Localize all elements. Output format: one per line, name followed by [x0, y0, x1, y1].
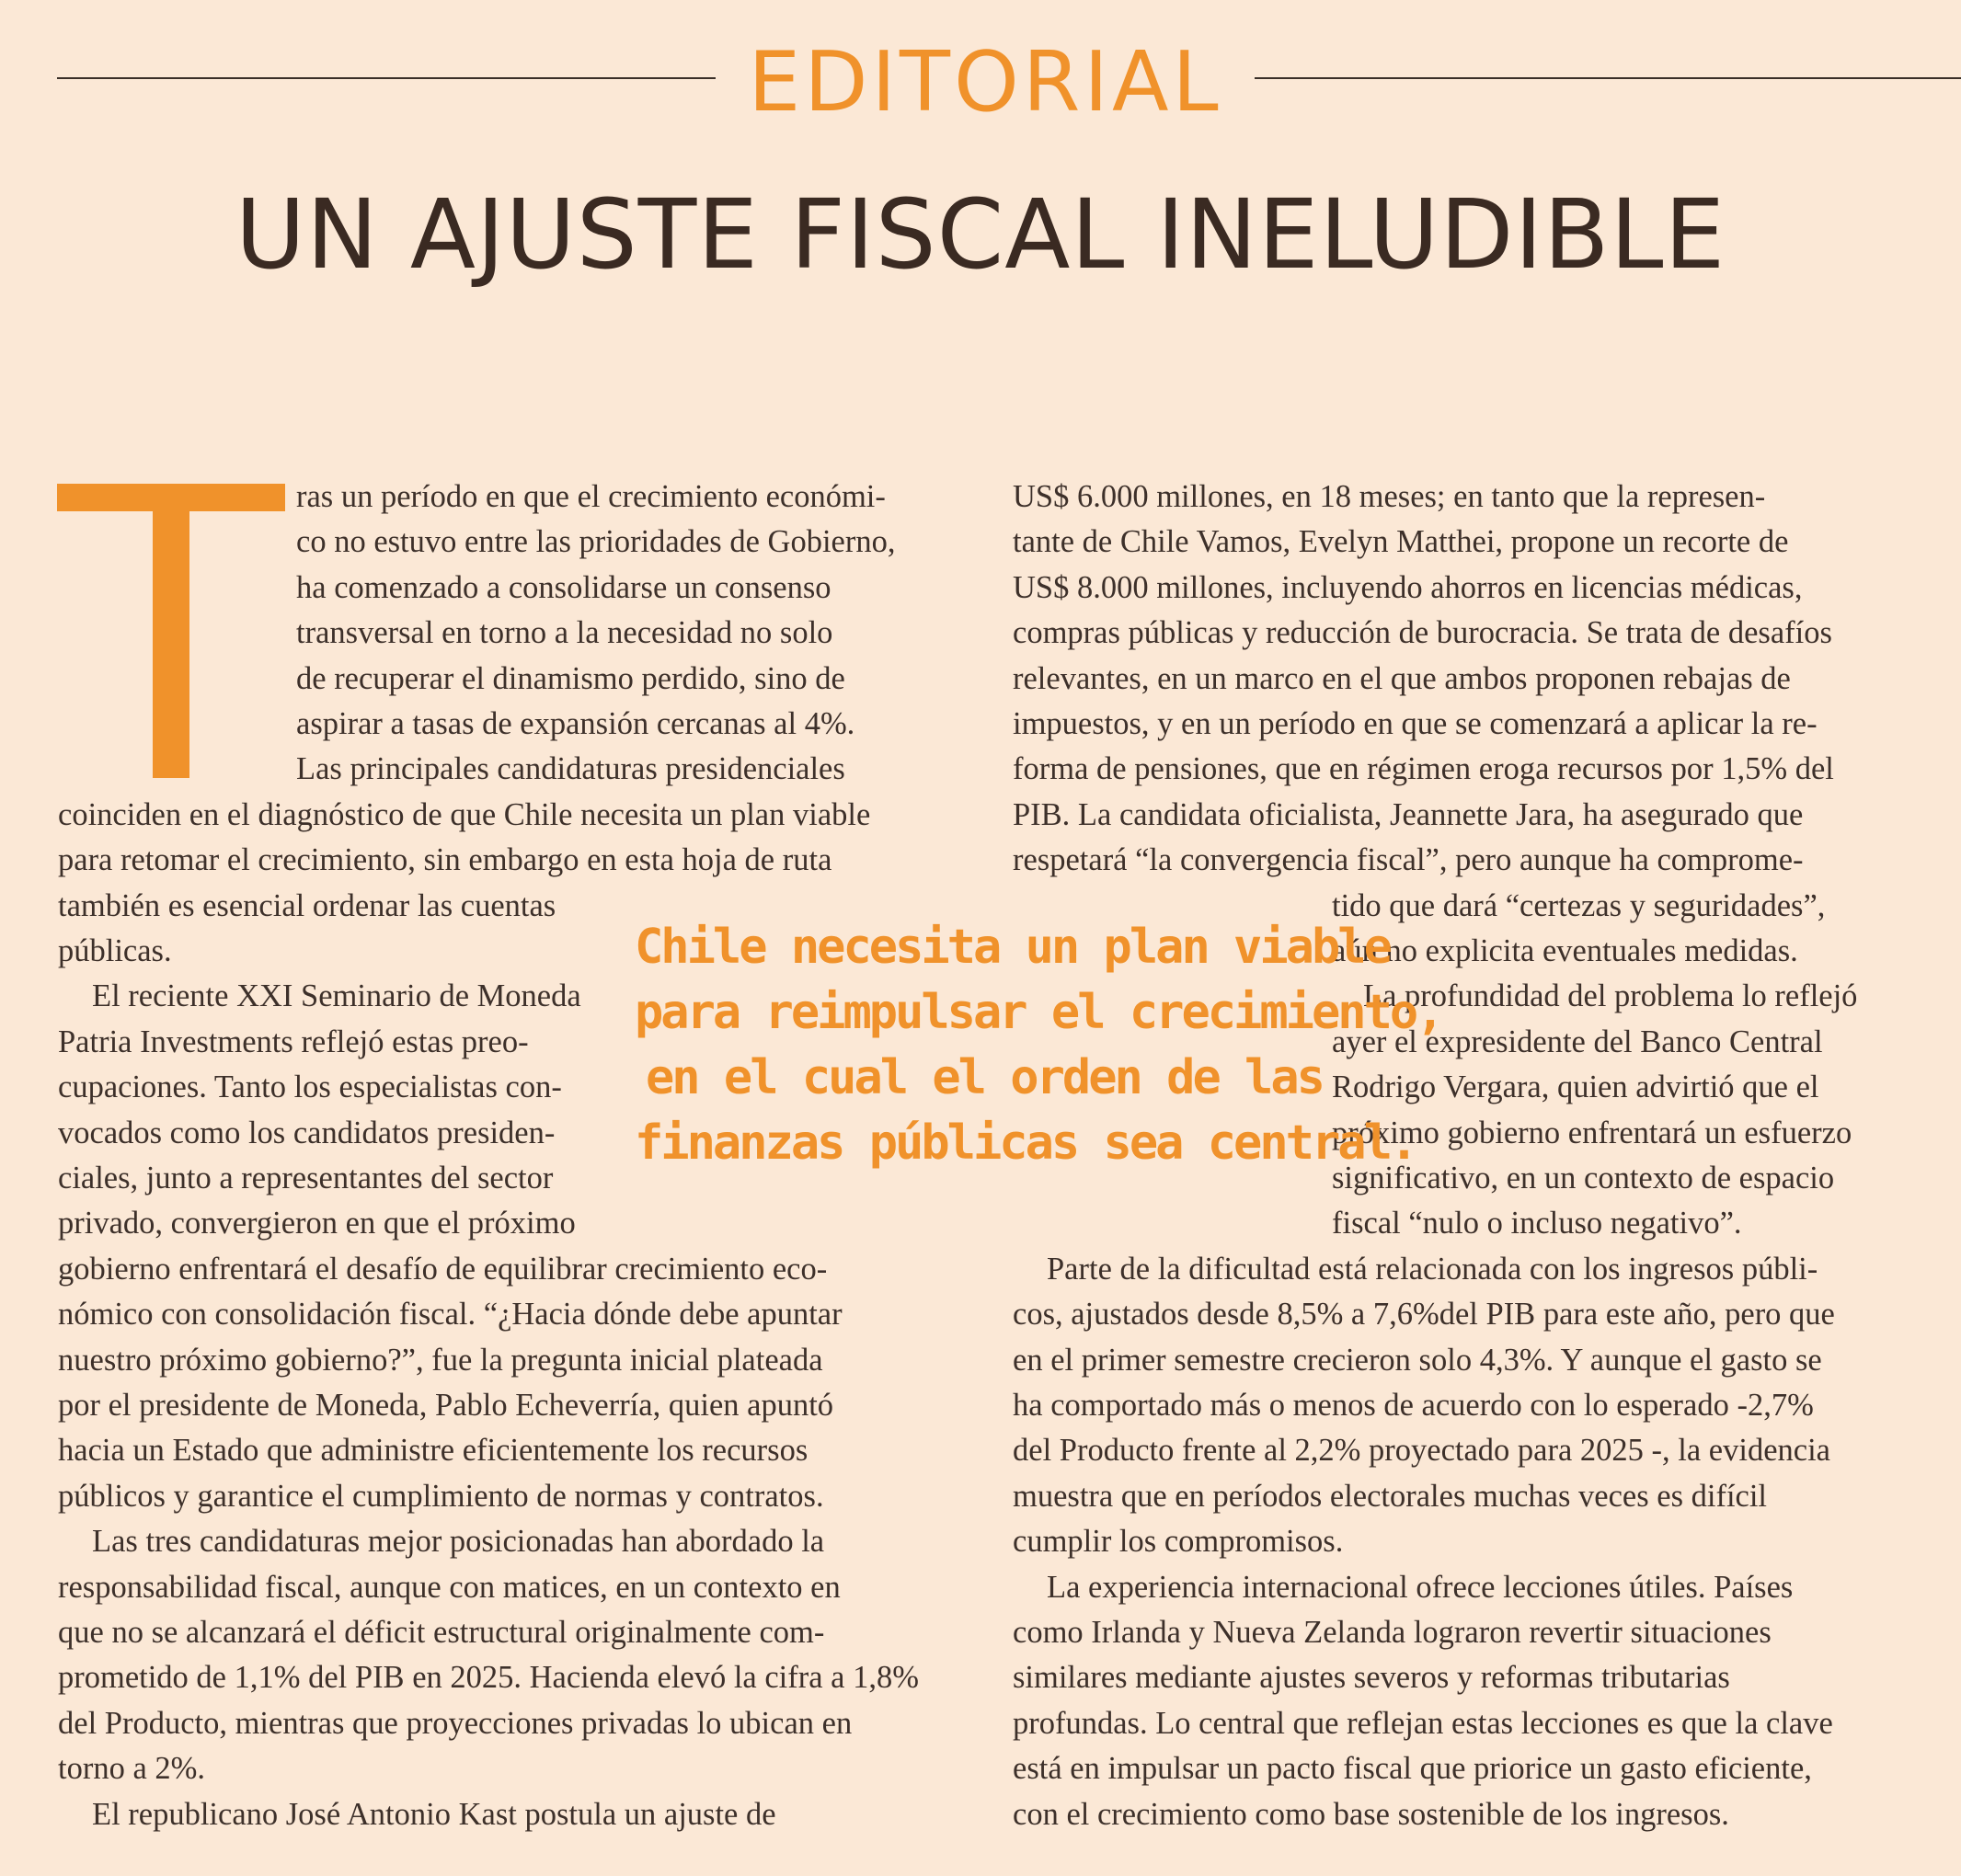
article-line: profundas. Lo central que reflejan estas lecciones es que la clave	[1013, 1705, 1833, 1741]
drop-cap	[57, 484, 285, 778]
pull-quote	[635, 915, 1442, 1176]
pull-quote-line: Chile necesita un plan viable	[635, 920, 1390, 975]
article-line: responsabilidad fiscal, aunque con matices, en un contexto en	[58, 1569, 841, 1605]
article-line: La profundidad del problema lo reflejó	[1363, 978, 1858, 1014]
section-kicker: EDITORIAL	[748, 34, 1222, 131]
pull-quote-line: para reimpulsar el crecimiento,	[635, 985, 1442, 1040]
headline: UN AJUSTE FISCAL INELUDIBLE	[235, 178, 1726, 291]
article-line: cupaciones. Tanto los especialistas con-	[58, 1070, 562, 1105]
article-line: nuestro próximo gobierno?”, fue la pregunta inicial plateada	[58, 1342, 823, 1378]
article-line: está en impulsar un pacto fiscal que priorice un gasto eficiente,	[1013, 1751, 1812, 1787]
article-line: US$ 8.000 millones, incluyendo ahorros en licencias médicas,	[1013, 569, 1803, 605]
section-header	[0, 34, 1961, 131]
article-line: co no estuvo entre las prioridades de Gobierno,	[296, 524, 896, 560]
article-line: para retomar el crecimiento, sin embargo en esta hoja de ruta	[58, 842, 832, 878]
article-line: US$ 6.000 millones, en 18 meses; en tanto que la represen-	[1013, 479, 1766, 514]
article-line: gobierno enfrentará el desafío de equilibrar crecimiento eco-	[58, 1251, 828, 1287]
article-line: del Producto, mientras que proyecciones privadas lo ubican en	[58, 1705, 853, 1741]
article-line: también es esencial ordenar las cuentas	[58, 887, 556, 923]
article-line: fiscal “nulo o incluso negativo”.	[1332, 1206, 1742, 1241]
article-line: El republicano José Antonio Kast postula un ajuste de	[92, 1796, 776, 1832]
article-line: PIB. La candidata oficialista, Jeannette Jara, ha asegurado que	[1013, 796, 1804, 832]
article-line: coinciden en el diagnóstico de que Chile necesita un plan viable	[58, 796, 871, 832]
article-line: con el crecimiento como base sostenible de los ingresos.	[1013, 1796, 1729, 1832]
pull-quote-line: en el cual el orden de las	[646, 1050, 1323, 1105]
article-line: cos, ajustados desde 8,5% a 7,6%del PIB para este año, pero que	[1013, 1297, 1835, 1333]
article-line: torno a 2%.	[58, 1751, 206, 1787]
article-line: próximo gobierno enfrentará un esfuerzo	[1332, 1115, 1852, 1150]
drop-cap-letter: T	[167, 752, 175, 762]
article-line: transversal en torno a la necesidad no solo	[296, 615, 833, 651]
article-line: forma de pensiones, que en régimen eroga recursos por 1,5% del	[1013, 751, 1834, 787]
article-line: tante de Chile Vamos, Evelyn Matthei, propone un recorte de	[1013, 524, 1789, 560]
kicker-rule-right	[1255, 77, 1961, 79]
article-line: significativo, en un contexto de espacio	[1332, 1161, 1835, 1195]
article-line: ras un período en que el crecimiento económi-	[296, 479, 886, 514]
article-line: por el presidente de Moneda, Pablo Echeverría, quien apuntó	[58, 1388, 834, 1423]
article-line: tido que dará “certezas y seguridades”,	[1332, 887, 1826, 923]
article-line: ha comenzado a consolidarse un consenso	[296, 569, 831, 605]
article-line: similares mediante ajustes severos y reformas tributarias	[1013, 1660, 1730, 1696]
article-line: ha comportado más o menos de acuerdo con lo esperado -2,7%	[1013, 1388, 1814, 1423]
pull-quote-line: finanzas públicas sea central.	[635, 1115, 1416, 1171]
article-line: públicos y garantice el cumplimiento de normas y contratos.	[58, 1478, 824, 1514]
article-line: relevantes, en un marco en el que ambos proponen rebajas de	[1013, 660, 1791, 696]
article-line: aspirar a tasas de expansión cercanas al 4%.	[296, 706, 855, 741]
article-line: La experiencia internacional ofrece lecciones útiles. Países	[1047, 1569, 1794, 1605]
article-line: Parte de la dificultad está relacionada con los ingresos públi-	[1047, 1251, 1818, 1287]
article-line: ciales, junto a representantes del sector	[58, 1161, 554, 1195]
article-line: Patria Investments reflejó estas preo-	[58, 1024, 529, 1059]
article-line: Las principales candidaturas presidenciales	[296, 751, 845, 787]
article-line: de recuperar el dinamismo perdido, sino de	[296, 660, 845, 696]
article-line: que no se alcanzará el déficit estructural originalmente com-	[58, 1615, 825, 1650]
article-line: respetará “la convergencia fiscal”, pero aunque ha comprome-	[1013, 842, 1804, 878]
article-line: del Producto frente al 2,2% proyectado para 2025 -, la evidencia	[1013, 1433, 1830, 1469]
article-line: en el primer semestre crecieron solo 4,3%. Y aunque el gasto se	[1013, 1342, 1822, 1378]
article-line: impuestos, y en un período en que se comenzará a aplicar la re-	[1013, 706, 1818, 741]
article-line: privado, convergieron en que el próximo	[58, 1206, 576, 1241]
article-line: hacia un Estado que administre eficientemente los recursos	[58, 1433, 808, 1469]
article-line: nómico con consolidación fiscal. “¿Hacia dónde debe apuntar	[58, 1297, 843, 1333]
article-line: compras públicas y reducción de burocracia. Se trata de desafíos	[1013, 615, 1832, 651]
article-line: Rodrigo Vergara, quien advirtió que el	[1332, 1070, 1819, 1105]
article-line: vocados como los candidatos presiden-	[58, 1115, 556, 1150]
article-line: públicas.	[58, 933, 172, 968]
article-line: muestra que en períodos electorales muchas veces es difícil	[1013, 1478, 1768, 1514]
article-line: ayer el expresidente del Banco Central	[1332, 1024, 1823, 1059]
article-line: Las tres candidaturas mejor posicionadas han abordado la	[92, 1524, 825, 1560]
article-line: prometido de 1,1% del PIB en 2025. Hacienda elevó la cifra a 1,8%	[58, 1660, 919, 1696]
article-line: cumplir los compromisos.	[1013, 1524, 1344, 1560]
kicker-rule-left	[57, 77, 716, 79]
article-line: El reciente XXI Seminario de Moneda	[92, 978, 581, 1014]
article-line: aún no explicita eventuales medidas.	[1332, 933, 1798, 968]
article-line: como Irlanda y Nueva Zelanda lograron revertir situaciones	[1013, 1615, 1772, 1650]
